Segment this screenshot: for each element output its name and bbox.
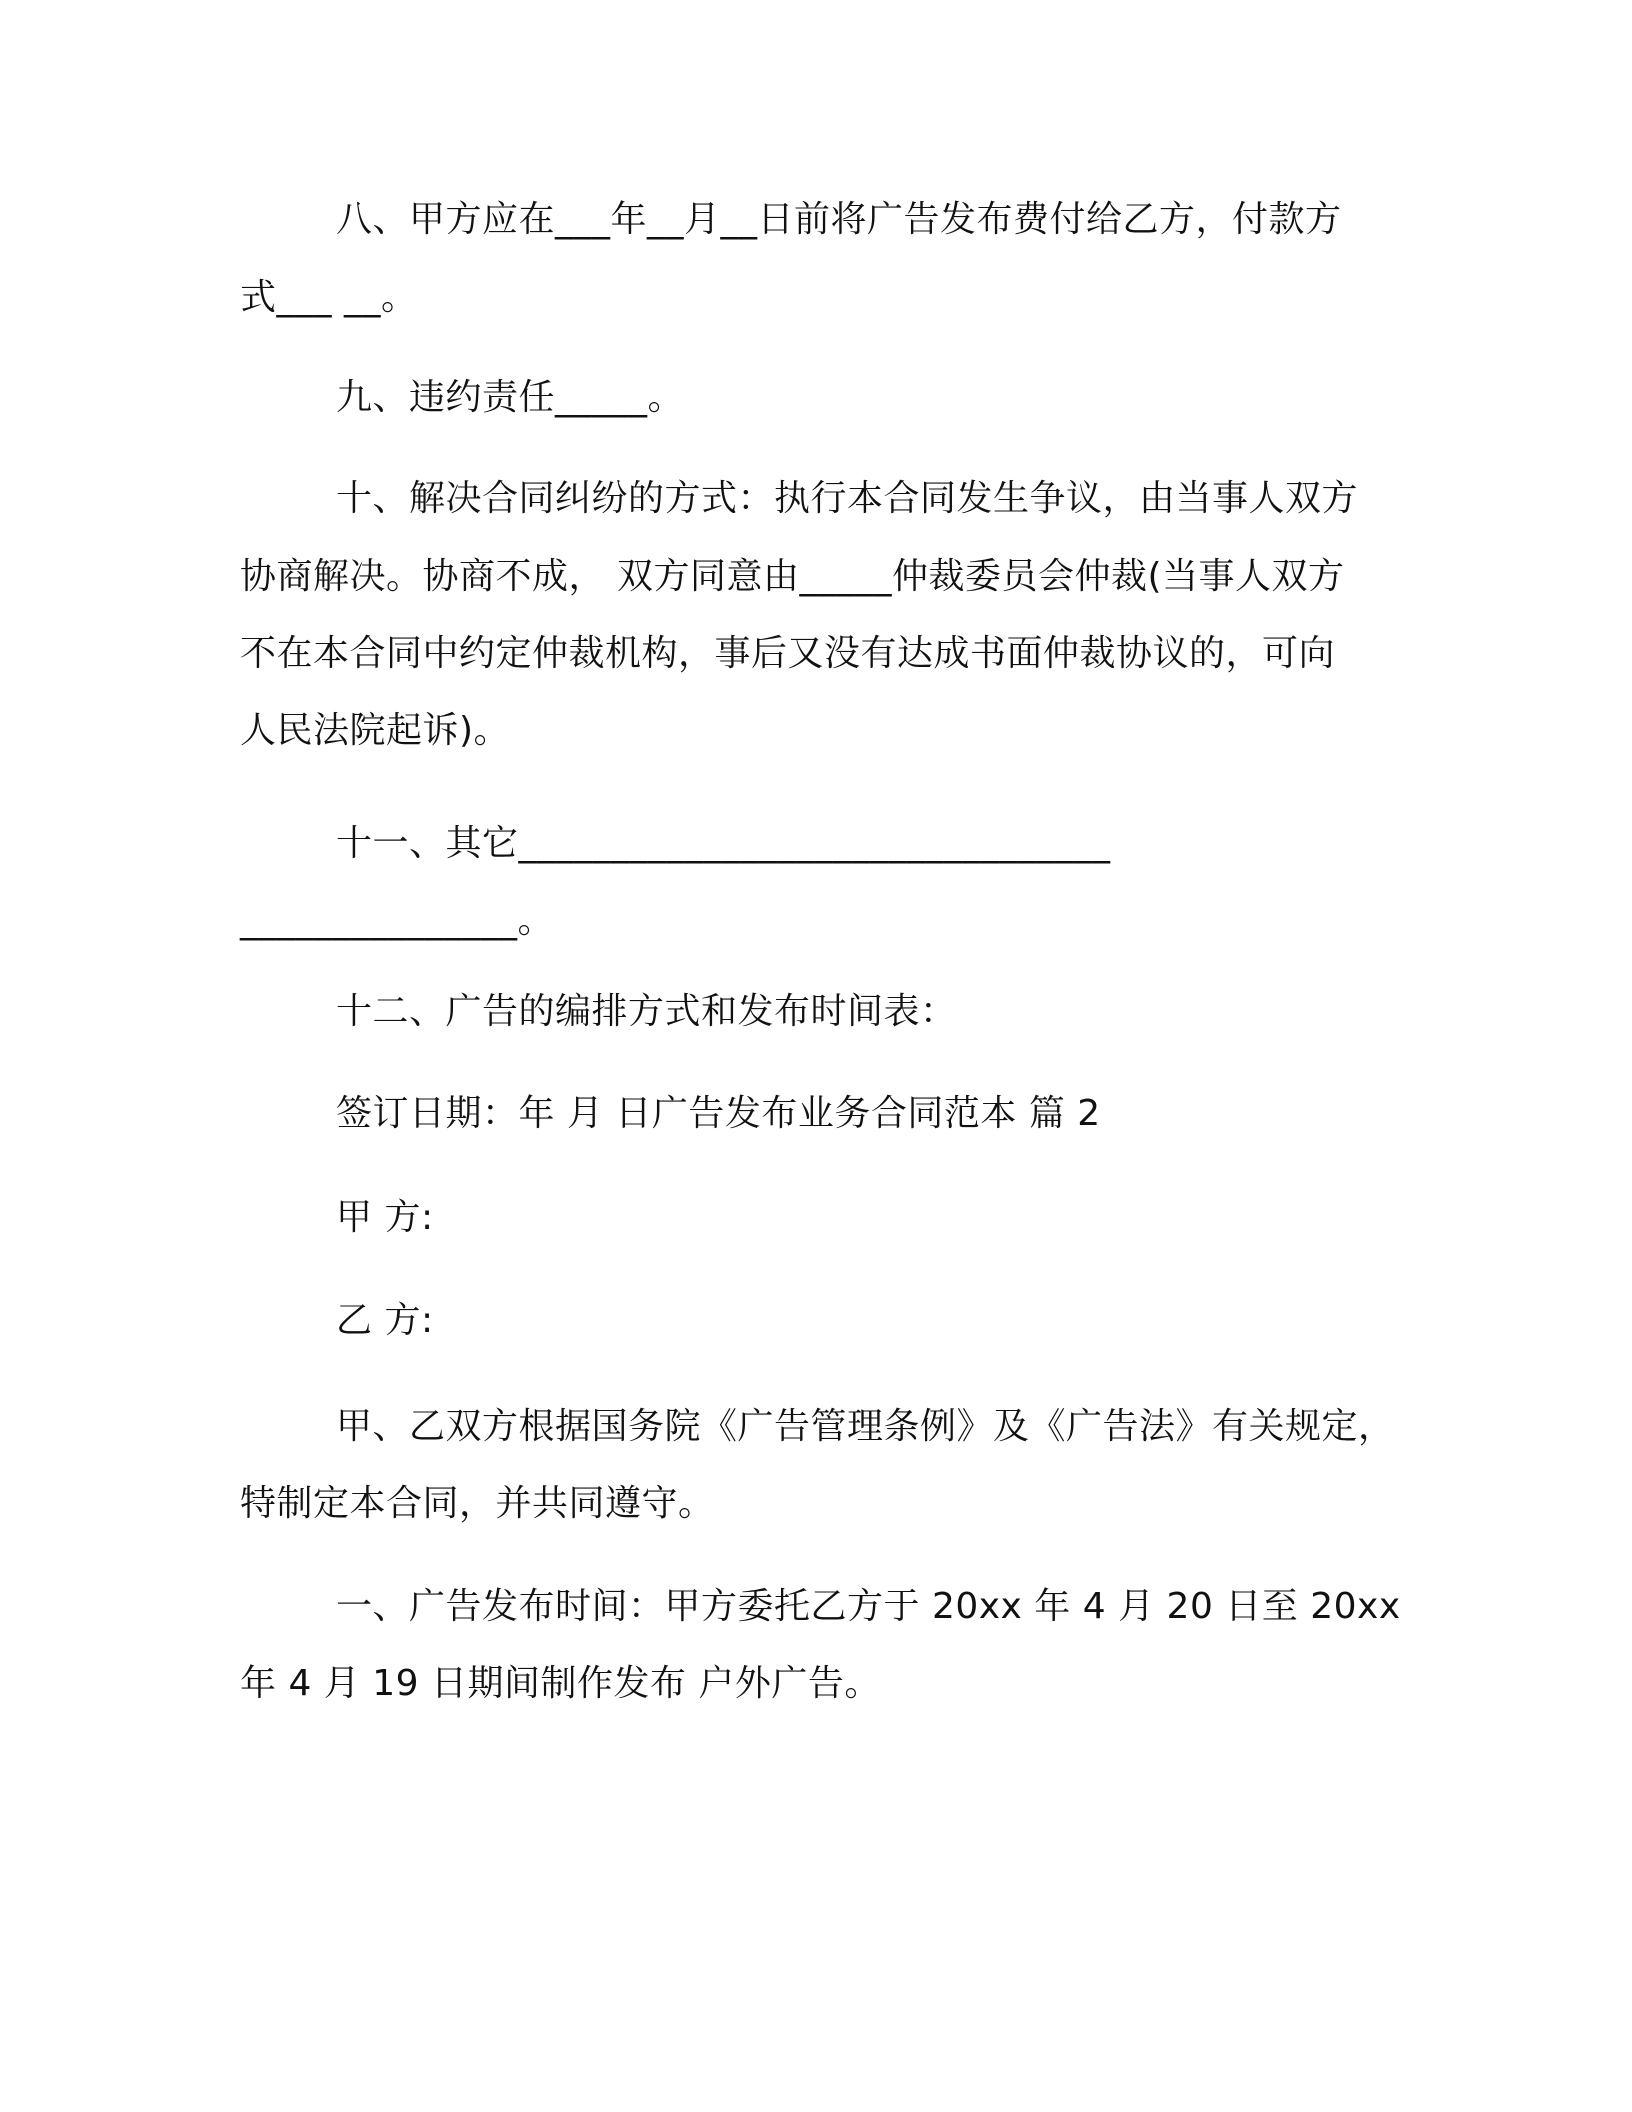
clause-11-line-2: _______________。 [240,900,554,941]
signing-date-heading: 签订日期：年 月 日广告发布业务合同范本 篇 2 [336,1093,1101,1134]
party-b-label: 乙 方: [336,1300,434,1341]
clause-12: 十二、广告的编排方式和发布时间表： [336,991,957,1032]
party-a-label: 甲 方: [336,1197,434,1238]
clause-10-line-3: 不在本合同中约定仲裁机构，事后又没有达成书面仲裁协议的，可向 [240,633,1336,674]
clause-9: 九、违约责任_____。 [336,377,685,418]
clause-11-line-1: 十一、其它________________________________ [336,823,1111,864]
preamble-line-2: 特制定本合同，并共同遵守。 [240,1483,715,1524]
clause-8-line-2: 式___ __。 [240,277,418,318]
preamble-line-1: 甲、乙双方根据国务院《广告管理条例》及《广告法》有关规定， [336,1406,1395,1447]
clause-10-line-2: 协商解决。协商不成， 双方同意由_____仲裁委员会仲裁(当事人双方 [240,556,1345,597]
clause-10-line-4: 人民法院起诉)。 [240,710,511,751]
clause-1-line-2: 年 4 月 19 日期间制作发布 户外广告。 [240,1663,881,1704]
clause-1-line-1: 一、广告发布时间：甲方委托乙方于 20xx 年 4 月 20 日至 20xx [336,1586,1401,1627]
clause-8-line-1: 八、甲方应在___年__月__日前将广告发布费付给乙方，付款方 [336,199,1342,240]
clause-10-line-1: 十、解决合同纠纷的方式：执行本合同发生争议，由当事人双方 [336,478,1359,519]
